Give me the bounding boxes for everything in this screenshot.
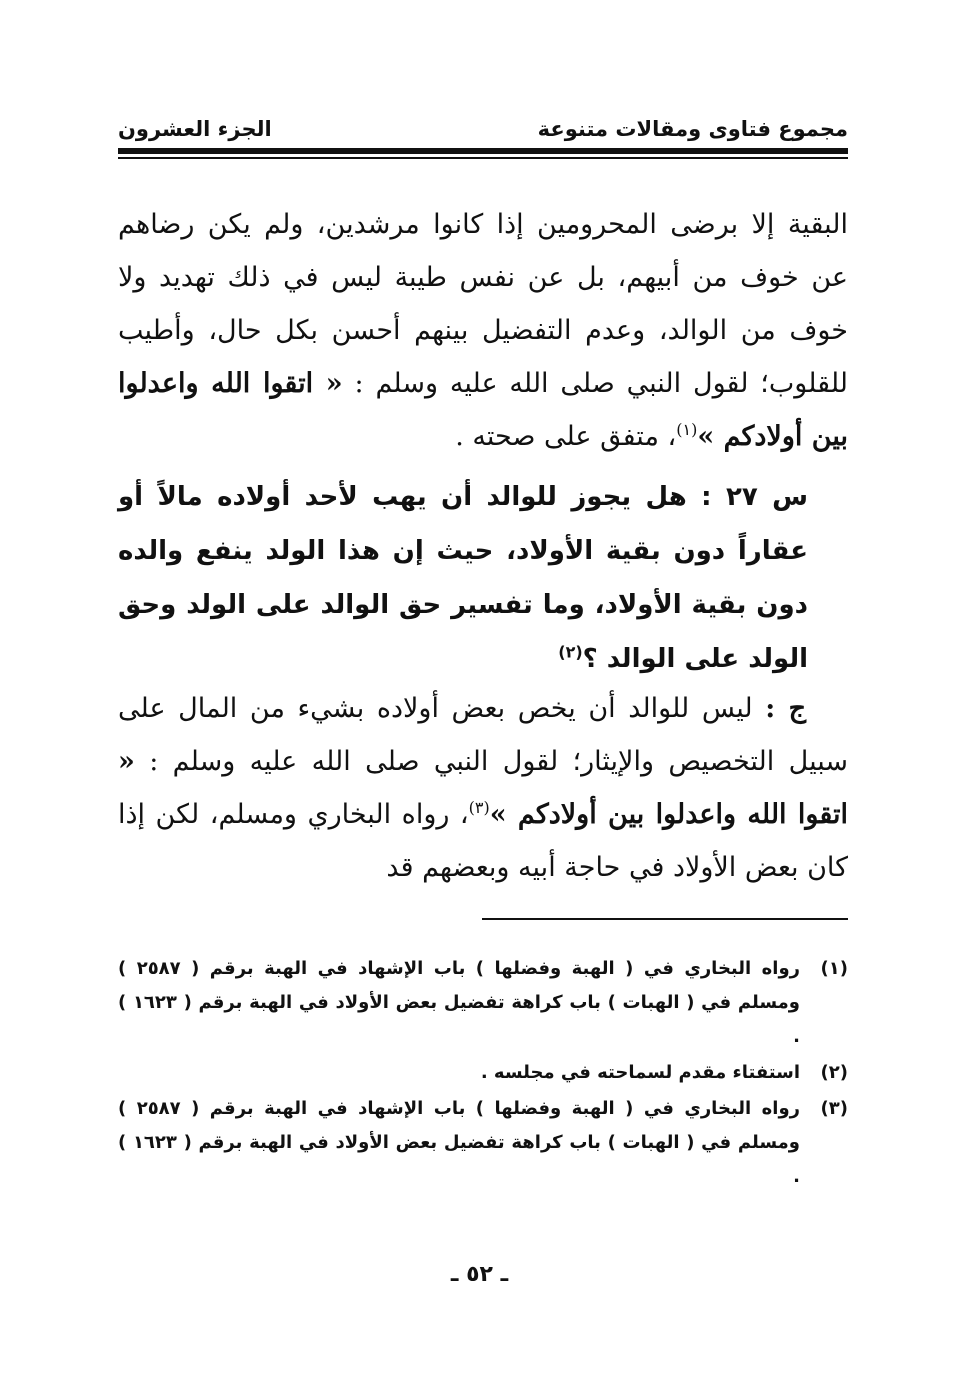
footnote-ref-1: (١): [676, 420, 698, 439]
footnotes: [118, 952, 848, 1196]
answer-label: ج :: [765, 693, 806, 724]
footnote-separator: [482, 918, 848, 920]
footnote-text: رواه البخاري في ( الهبة وفضلها ) باب الإشهاد في الهبة برقم ( ٢٥٨٧ ) ومسلم في ( الهبات ) باب كراهة تفضيل بعض الأولاد في الهبة برقم ( ١٦٢٣ ) .: [118, 1098, 801, 1187]
footnote-text: رواه البخاري في ( الهبة وفضلها ) باب الإشهاد في الهبة برقم ( ٢٥٨٧ ) ومسلم في ( الهبات ) باب كراهة تفضيل بعض الأولاد في الهبة برقم ( ١٦٢٣ ) .: [118, 958, 801, 1047]
footnote-ref-2: (٢): [558, 642, 583, 662]
footnote: [118, 952, 848, 1054]
answer-text: ليس للوالد أن يخص بعض أولاده بشيء من المال على سبيل التخصيص والإيثار؛ لقول النبي صلى الله عليه وسلم :: [118, 693, 848, 777]
footnote-text: استفتاء مقدم لسماحته في مجلسه .: [480, 1062, 800, 1083]
footnote: [118, 1092, 848, 1194]
book-title: مجموع فتاوى ومقالات متنوعة: [537, 117, 848, 141]
footnote-number: (٢): [820, 1062, 848, 1083]
footnote-ref-3: (٣): [468, 798, 490, 817]
question-block: [118, 470, 808, 686]
page-number: ـ ٥٢ ـ: [450, 1262, 509, 1287]
hadith-quote: « اتقوا الله واعدلوا بين أولادكم »: [118, 746, 848, 830]
footnote: [118, 1056, 848, 1090]
hadith-quote: « اتقوا الله واعدلوا بين أولادكم »: [118, 368, 848, 452]
header-rule-thick: [118, 148, 848, 154]
continuation-paragraph: [118, 198, 848, 463]
volume-label: الجزء العشرون: [118, 117, 272, 141]
answer-block: [118, 682, 848, 894]
paragraph-tail: ، متفق على صحته .: [455, 421, 677, 452]
header-rule-thin: [118, 157, 848, 159]
question-text: س ٢٧ : هل يجوز للوالد أن يهب لأحد أولاده مالاً أو عقاراً دون بقية الأولاد، حيث إن هذا الولد ينفع والده دون بقية الأولاد، وما تفسير حق الوالد على الولد وحق الولد على الوالد ؟: [118, 482, 808, 674]
footnote-number: (٣): [820, 1098, 848, 1119]
paragraph-text: البقية إلا برضى المحرومين إذا كانوا مرشدين، ولم يكن رضاهم عن خوف من أبيهم، بل عن نفس طيبة ليس في ذلك تهديد ولا خوف من الوالد، وعدم التفضيل بينهم أحسن بكل حال، وأطيب للقلوب؛ لقول النبي صلى الله عليه وسلم :: [118, 209, 848, 399]
running-header: [118, 105, 848, 141]
answer-tail: ، رواه البخاري ومسلم، لكن إذا كان بعض الأولاد في حاجة أبيه وبعضهم قد: [118, 799, 848, 883]
footnote-number: (١): [820, 958, 848, 979]
